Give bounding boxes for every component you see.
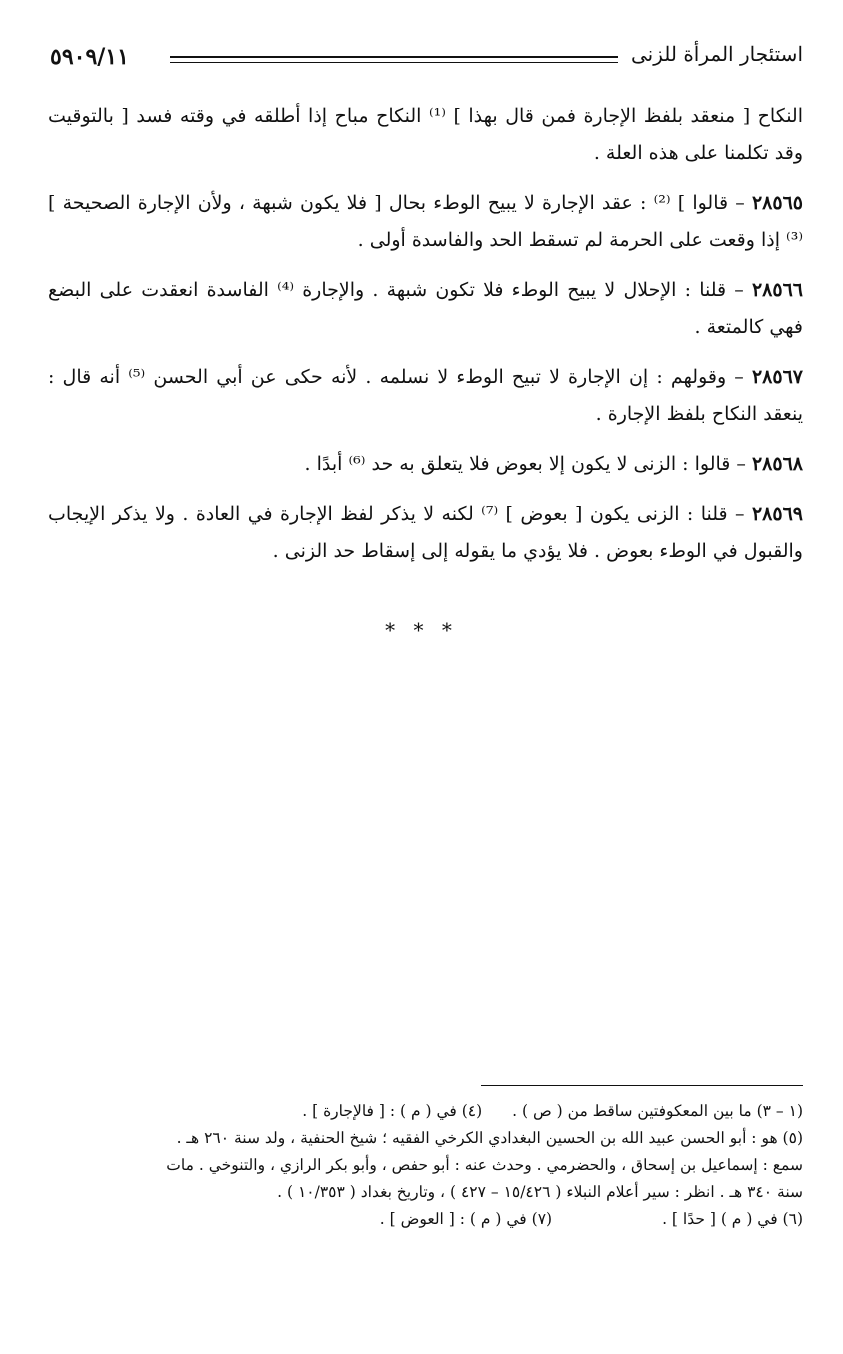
paragraph-number: ٢٨٥٦٦ xyxy=(751,279,803,301)
paragraph-text: – قالوا : الزنى لا يكون إلا بعوض فلا يتعلق به حد ⁽⁶⁾ أبدًا . xyxy=(304,453,746,475)
paragraph-text: – قالوا ] ⁽²⁾ : عقد الإجارة لا يبيح الوطء بحال [ فلا يكون شبهة ، ولأن الإجارة الصحيحة ] ⁽³⁾ إذا وقعت على الحرمة لم تسقط الحد والفاسدة أولى . xyxy=(48,192,803,251)
header-rule xyxy=(170,56,618,58)
section-separator: * * * xyxy=(385,618,458,642)
footnote-7: (٧) في ( م ) : [ العوض ] . xyxy=(379,1210,553,1228)
footnote-5-line-1: (٥) هو : أبو الحسن عبيد الله بن الحسين البغدادي الكرخي الفقيه ؛ شيخ الحنفية ، ولد سنة ٢٦٠ هـ . xyxy=(176,1129,803,1147)
paragraph-number: ٢٨٥٦٥ xyxy=(751,192,803,214)
footnote-line xyxy=(58,1206,803,1233)
paragraph-number: ٢٨٥٦٩ xyxy=(751,503,803,525)
chapter-title: استئجار المرأة للزنى xyxy=(630,42,803,66)
paragraph xyxy=(48,359,803,433)
paragraph xyxy=(48,98,803,172)
footnote-5-line-2: سمع : إسماعيل بن إسحاق ، والحضرمي . وحدث عنه : أبو حفص ، وأبو بكر الرازي ، والتنوخي . مات xyxy=(166,1156,803,1174)
footnote-4: (٤) في ( م ) : [ فالإجارة ] . xyxy=(302,1102,483,1120)
paragraph-text: – قلنا : الزنى يكون [ بعوض ] ⁽⁷⁾ لكنه لا يذكر لفظ الإجارة في العادة . ولا يذكر الإيجاب والقبول في الوطء بعوض . فلا يؤدي ما يقوله إلى إسقاط حد الزنى . xyxy=(48,503,803,562)
paragraph xyxy=(48,496,803,570)
footnote-rule xyxy=(481,1085,803,1086)
main-text xyxy=(48,98,803,583)
paragraph xyxy=(48,446,803,483)
footnote-1-3: (١ – ٣) ما بين المعكوفتين ساقط من ( ص ) . xyxy=(512,1102,803,1120)
paragraph xyxy=(48,185,803,259)
footnote-line xyxy=(58,1098,803,1125)
running-header xyxy=(50,40,803,80)
paragraph-text: النكاح [ منعقد بلفظ الإجارة فمن قال بهذا ] ⁽¹⁾ النكاح مباح إذا أطلقه في وقته فسد [ بالتوقيت وقد تكلمنا على هذه العلة . xyxy=(48,105,803,164)
footnote-6: (٦) في ( م ) [ حدًا ] . xyxy=(662,1210,803,1228)
paragraph-number: ٢٨٥٦٨ xyxy=(751,453,803,475)
header-rule-thin xyxy=(170,62,618,63)
footnotes xyxy=(58,1098,803,1233)
paragraph-text: – وقولهم : إن الإجارة لا تبيح الوطء لا نسلمه . لأنه حكى عن أبي الحسن ⁽⁵⁾ أنه قال : ينعقد النكاح بلفظ الإجارة . xyxy=(48,366,803,425)
page-number: ٥٩٠٩/١١ xyxy=(50,44,129,70)
paragraph xyxy=(48,272,803,346)
paragraph-number: ٢٨٥٦٧ xyxy=(751,366,803,388)
footnote-5-line-3: سنة ٣٤٠ هـ . انظر : سير أعلام النبلاء ( ١٥/٤٢٦ – ٤٢٧ ) ، وتاريخ بغداد ( ١٠/٣٥٣ ) . xyxy=(277,1183,803,1201)
paragraph-text: – قلنا : الإحلال لا يبيح الوطء فلا تكون شبهة . والإجارة ⁽⁴⁾ الفاسدة انعقدت على البضع فهي كالمتعة . xyxy=(48,279,803,338)
